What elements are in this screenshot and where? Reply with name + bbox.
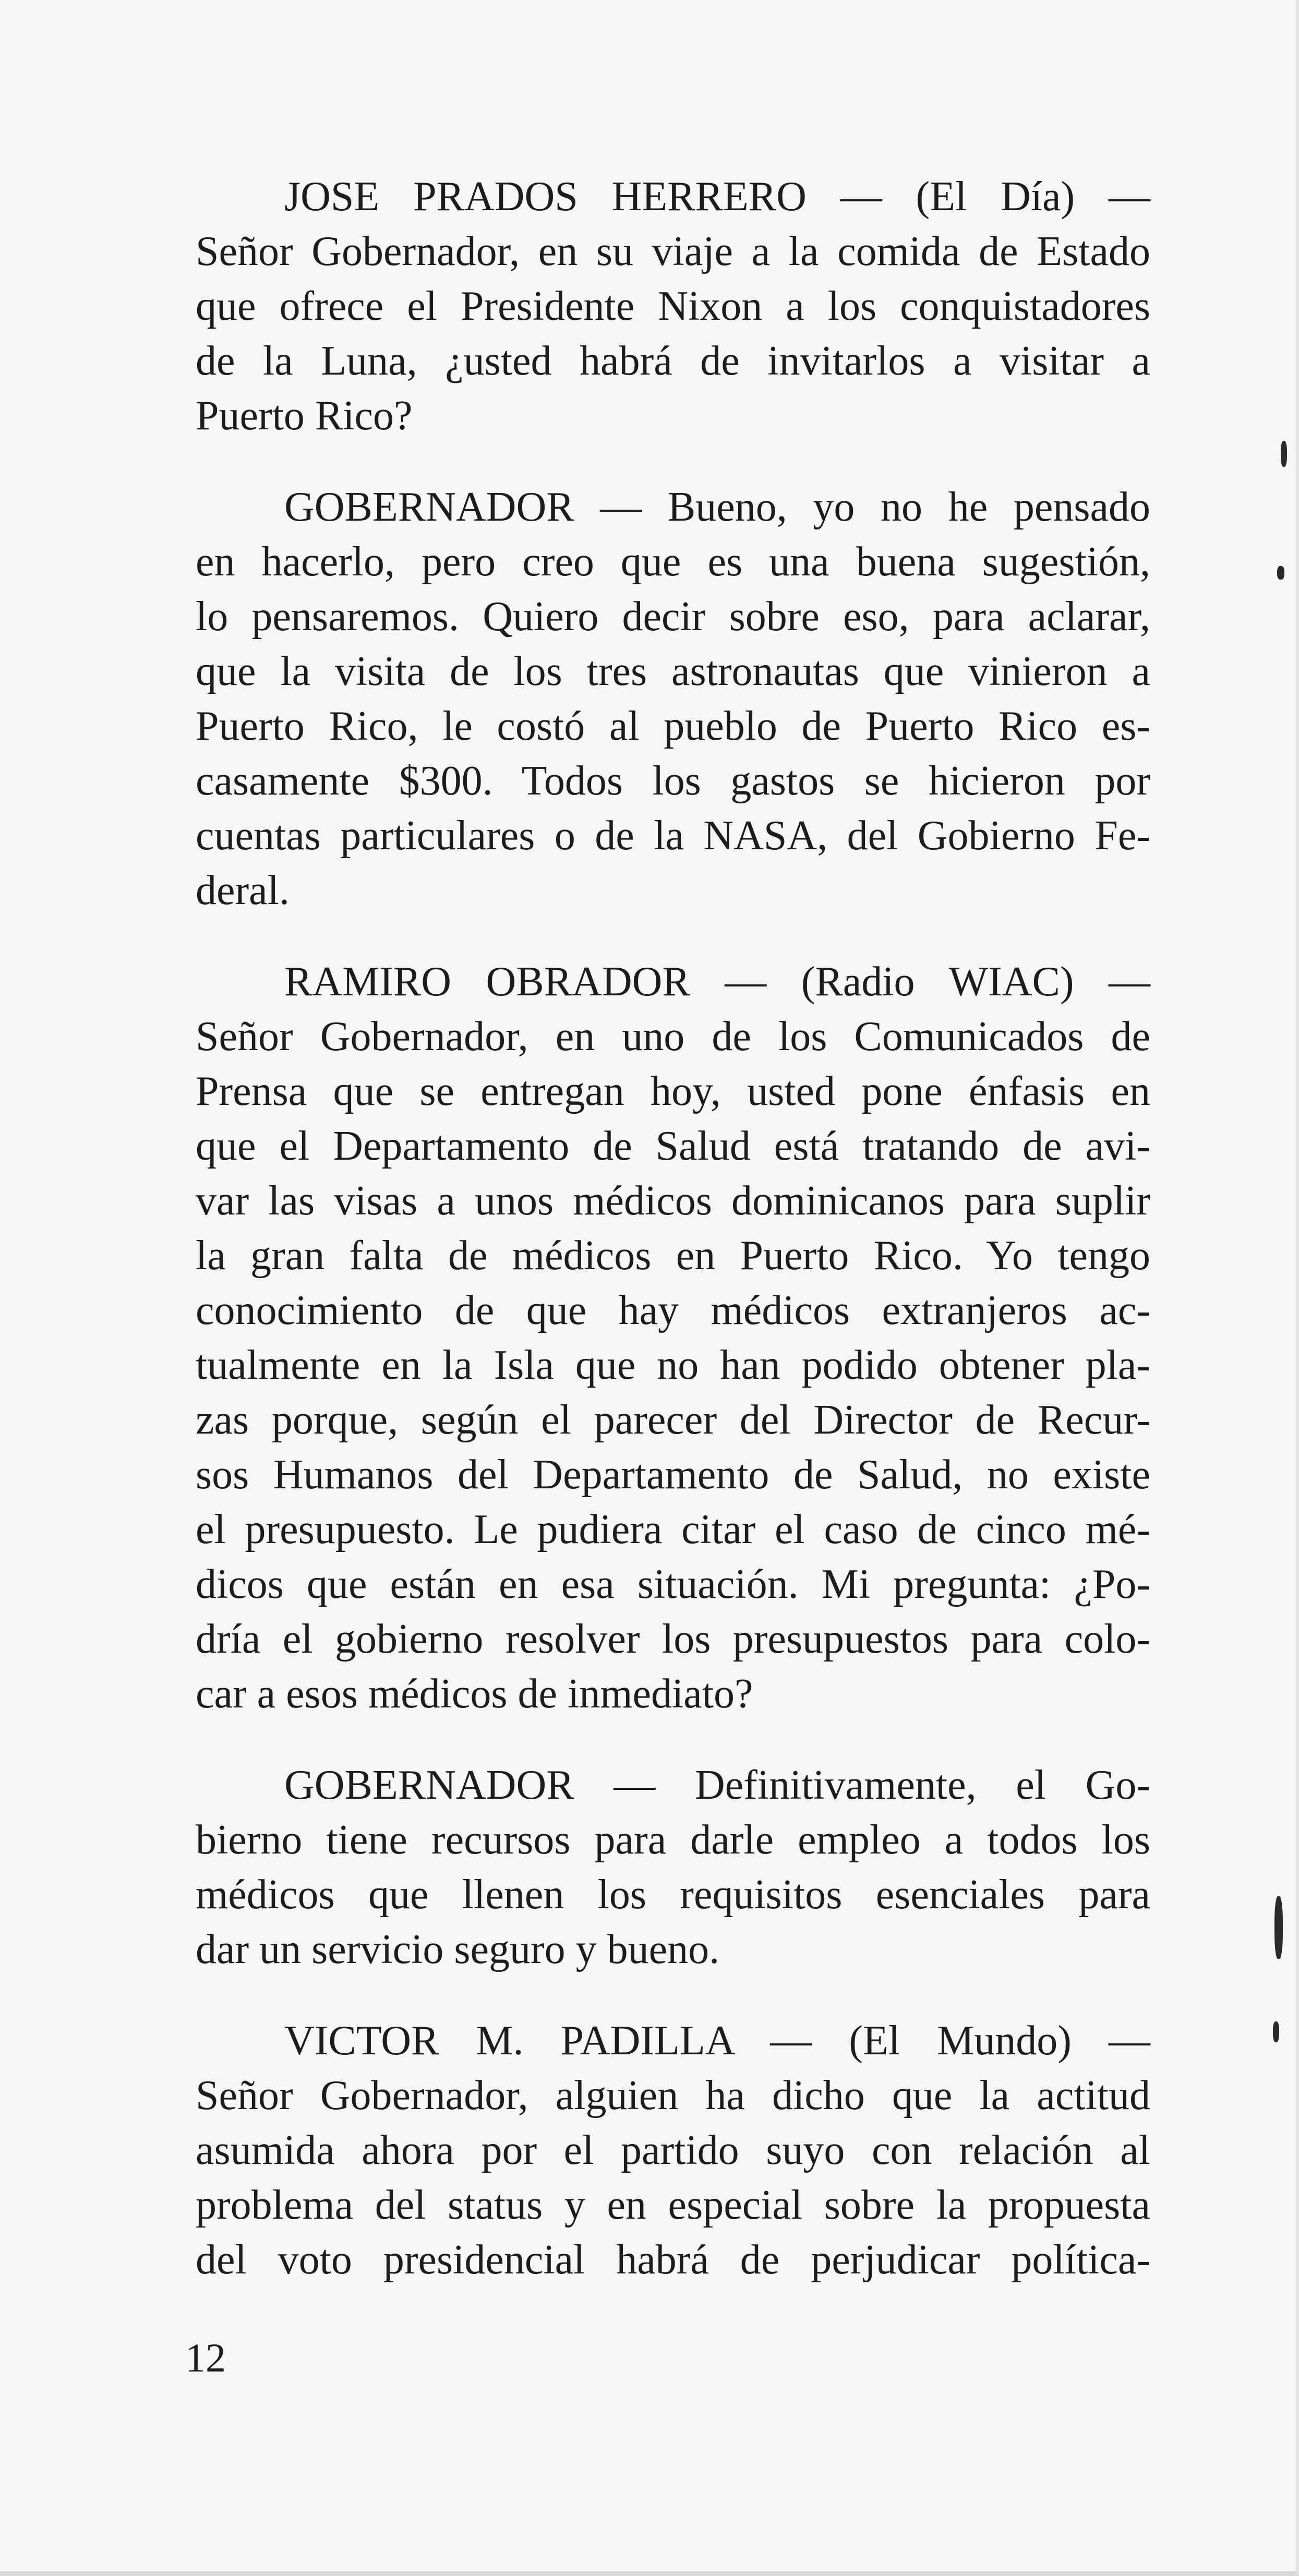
text-line: que ofrece el Presidente Nixon a los conquistadores [196,283,1150,329]
text-line: bierno tiene recursos para darle empleo a todos los [196,1817,1150,1863]
text-line: zas porque, según el parecer del Director de Recur- [196,1397,1150,1443]
scan-speck [1274,1896,1283,1959]
paragraph [196,2014,1150,2288]
text-line: deral. [196,868,290,913]
text-line: que la visita de los tres astronautas que vinieron a [196,648,1150,694]
transcript-body [196,170,1150,2324]
text-line: Señor Gobernador, alguien ha dicho que la actitud [196,2073,1150,2118]
text-line: sos Humanos del Departamento de Salud, no existe [196,1452,1150,1498]
text-line: que el Departamento de Salud está tratando de avi- [196,1123,1150,1169]
text-line: RAMIRO OBRADOR — (Radio WIAC) — [284,959,1150,1005]
text-line: dar un servicio seguro y bueno. [196,1927,720,1972]
scan-speck [1277,566,1284,580]
paragraph [196,480,1150,918]
scan-speck [1273,2021,1279,2042]
text-line: car a esos médicos de inmediato? [196,1671,753,1717]
text-line: lo pensaremos. Quiero decir sobre eso, para aclarar, [196,594,1150,640]
text-line: Señor Gobernador, en uno de los Comunicados de [196,1014,1150,1060]
text-line: dría el gobierno resolver los presupuestos para colo- [196,1616,1150,1662]
text-line: dicos que están en esa situación. Mi pregunta: ¿Po- [196,1561,1150,1607]
paragraph [196,1758,1150,1977]
text-line: Puerto Rico, le costó al pueblo de Puerto Rico es- [196,703,1150,749]
text-line: cuentas particulares o de la NASA, del Gobierno Fe- [196,813,1150,859]
text-line: Señor Gobernador, en su viaje a la comida de Estado [196,228,1150,274]
text-line: var las visas a unos médicos dominicanos para suplir [196,1178,1150,1224]
text-line: GOBERNADOR — Definitivamente, el Go- [284,1762,1150,1808]
text-line: tualmente en la Isla que no han podido obtener pla- [196,1342,1150,1388]
text-line: el presupuesto. Le pudiera citar el caso de cinco mé- [196,1507,1150,1552]
paragraph [196,955,1150,1722]
text-line: JOSE PRADOS HERRERO — (El Día) — [284,174,1150,220]
text-line: la gran falta de médicos en Puerto Rico. Yo tengo [196,1233,1150,1279]
text-line: GOBERNADOR — Bueno, yo no he pensado [284,484,1150,530]
scan-speck [1281,441,1287,467]
text-line: conocimiento de que hay médicos extranjeros ac- [196,1287,1150,1333]
paragraph [196,170,1150,443]
text-line: en hacerlo, pero creo que es una buena sugestión, [196,539,1150,585]
text-line: de la Luna, ¿usted habrá de invitarlos a visitar a [196,338,1150,384]
text-line: problema del status y en especial sobre la propuesta [196,2182,1150,2228]
text-line: Prensa que se entregan hoy, usted pone énfasis en [196,1068,1150,1114]
text-line: asumida ahora por el partido suyo con relación al [196,2127,1150,2173]
page-number: 12 [185,2335,226,2380]
text-line: médicos que llenen los requisitos esenciales para [196,1872,1150,1918]
text-line: VICTOR M. PADILLA — (El Mundo) — [284,2018,1150,2064]
text-line: casamente $300. Todos los gastos se hicieron por [196,758,1150,804]
text-line: Puerto Rico? [196,393,413,439]
text-line: del voto presidencial habrá de perjudicar política- [196,2237,1150,2283]
